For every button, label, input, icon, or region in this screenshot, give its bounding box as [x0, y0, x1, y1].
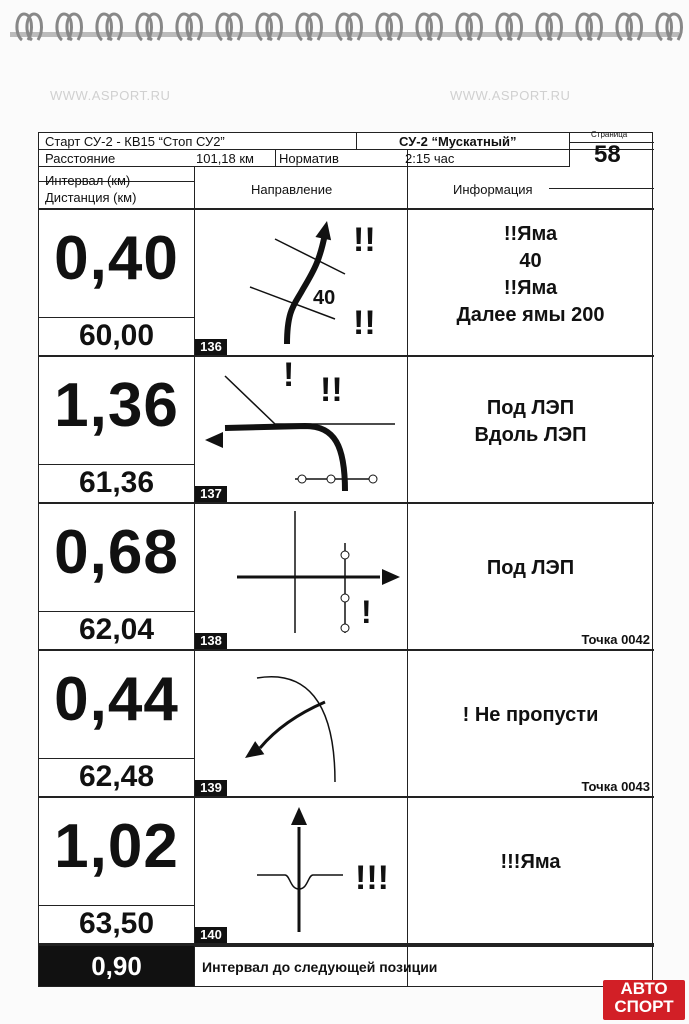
info-text [407, 702, 654, 729]
dist-label: Дистанция (км) [45, 190, 137, 205]
danger-marks: !! [353, 221, 376, 259]
stage-title: СУ-2 “Мускатный” [399, 134, 517, 149]
direction-diagram [195, 650, 407, 795]
distance-value: 62,48 [78, 760, 155, 793]
avtosport-logo: АВТО СПОРТ [603, 980, 685, 1020]
arrow-head [291, 807, 307, 825]
page-label: Страница [591, 130, 628, 139]
next-interval: 0,90 [39, 946, 194, 986]
arrow-head [315, 221, 331, 240]
info-text [407, 849, 654, 876]
watermark: WWW.ASPORT.RU [50, 88, 171, 103]
arrow-head [382, 569, 400, 585]
distance-value: 101,18 км [196, 151, 254, 166]
norm-value: 2:15 час [405, 151, 455, 166]
roadbook-page [38, 132, 653, 987]
info-line: Под ЛЭП [486, 396, 575, 419]
step-number: 136 [195, 339, 227, 355]
info-line: ! Не пропусти [462, 704, 599, 726]
info-line: !!Яма [503, 222, 558, 245]
route-line [260, 702, 325, 748]
start-label: Старт СУ-2 - КВ15 “Стоп СУ2” [45, 134, 225, 149]
info-text [407, 555, 654, 582]
interval-value: 0,68 [54, 518, 179, 587]
interval-label: Интервал (км) [45, 173, 131, 188]
step-number: 140 [195, 927, 227, 943]
interval-value: 0,40 [54, 224, 179, 293]
distance-value: 63,50 [78, 907, 155, 940]
interval-value: 1,02 [54, 812, 179, 881]
direction-diagram [195, 356, 407, 501]
waypoint-label: Точка 0043 [581, 779, 650, 794]
info-text [407, 395, 654, 449]
step-number: 138 [195, 633, 227, 649]
distance-value: 62,04 [78, 613, 155, 646]
waypoint-label: Точка 0042 [581, 632, 650, 647]
interval-value: 1,36 [54, 371, 179, 440]
direction-label: Направление [251, 182, 333, 197]
info-line: Далее ямы 200 [456, 303, 605, 326]
info-line: Под ЛЭП [486, 557, 575, 579]
danger-marks: !! [353, 304, 376, 342]
step-number: 139 [195, 780, 227, 796]
arrow-head [245, 741, 264, 758]
info-text [407, 221, 654, 329]
speed-sign: 40 [313, 287, 336, 309]
direction-diagram [195, 797, 407, 942]
route-line [225, 426, 345, 491]
direction-diagram [195, 503, 407, 648]
info-line: !!!Яма [500, 851, 561, 873]
info-label: Информация [453, 182, 533, 197]
road-line [257, 677, 335, 782]
distance-value: 61,36 [78, 466, 155, 499]
spiral-binding [0, 0, 689, 70]
distance-label: Расстояние [45, 151, 116, 166]
danger-marks: !!! [355, 859, 389, 897]
distance-value: 60,00 [78, 319, 155, 352]
info-line: Вдоль ЛЭП [474, 423, 587, 446]
crossroad-line [275, 239, 345, 274]
step-number: 137 [195, 486, 227, 502]
info-line: !!Яма [503, 276, 558, 299]
next-interval-label: Интервал до следующей позиции [202, 959, 438, 975]
direction-diagram [195, 209, 407, 354]
danger-marks: ! [361, 594, 372, 630]
page-number: 58 [594, 141, 621, 168]
road-line [225, 376, 395, 424]
danger-marks: ! [283, 356, 295, 394]
watermark: WWW.ASPORT.RU [450, 88, 571, 103]
danger-marks: !! [320, 371, 343, 409]
norm-label: Норматив [279, 151, 339, 166]
interval-value: 0,44 [54, 665, 179, 734]
arrow-head [205, 432, 223, 448]
info-line: 40 [519, 249, 542, 272]
